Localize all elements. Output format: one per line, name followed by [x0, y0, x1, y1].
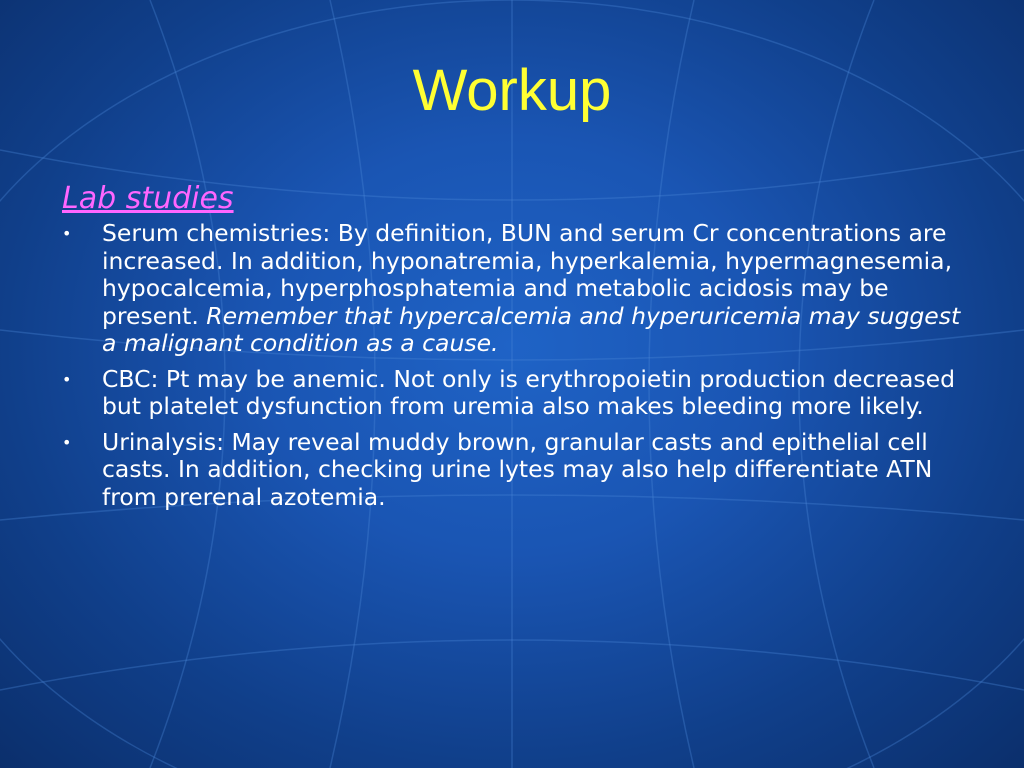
bullet-italic-text: Remember that hypercalcemia and hyperuricemia may suggest a malignant condition as a cause. — [102, 301, 961, 357]
bullet-item-urinalysis — [62, 429, 982, 512]
bullet-item-cbc — [62, 366, 982, 421]
bullet-icon: • — [62, 224, 72, 243]
bullet-icon: • — [62, 432, 72, 452]
bullet-text: CBC: Pt may be anemic. Not only is erythropoietin production decreased but platelet dysfunction from uremia also makes bleeding more likely. — [102, 364, 955, 420]
section-heading-link[interactable]: Lab studies — [62, 181, 234, 216]
slide-title: Workup — [412, 58, 612, 123]
bullet-text: Serum chemistries: By definition, BUN and serum Cr concentrations are increased. In addition, hyponatremia, hyperkalemia, hypermagnesemia, hypocalcemia, hyperphosphatemia and metabolic acidosis may be present. — [102, 219, 953, 330]
bullet-list — [62, 220, 982, 511]
bullet-item-serum-chemistries — [62, 220, 982, 358]
bullet-text: Urinalysis: May reveal muddy brown, granular casts and epithelial cell casts. In addition, checking urine lytes may also help differentiate ATN from prerenal azotemia. — [102, 427, 933, 511]
slide-content — [62, 180, 982, 519]
bullet-icon: • — [62, 369, 72, 389]
